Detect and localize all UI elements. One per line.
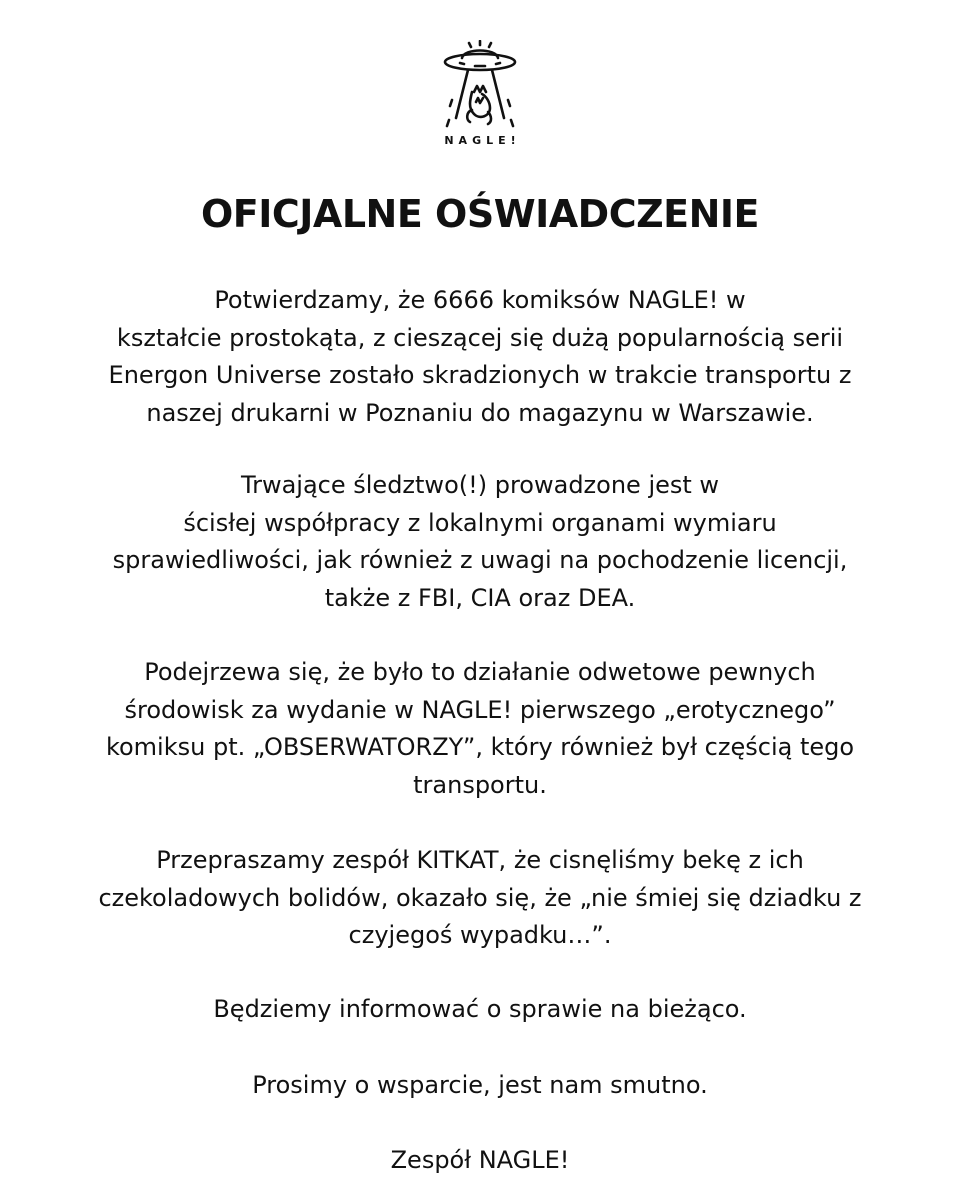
brand-wordmark: NAGLE! xyxy=(444,134,521,147)
page-title: OFICJALNE OŚWIADCZENIE xyxy=(200,192,760,236)
text-line: naszej drukarni w Poznaniu do magazynu w Warszawie. xyxy=(146,398,814,427)
text-line: czyjegoś wypadku…”. xyxy=(348,921,612,949)
signature xyxy=(30,1142,930,1180)
text-line: Przepraszamy zespół KITKAT, że cisnęliśmy bekę z ich xyxy=(156,846,804,874)
text-line: kształcie prostokąta, z cieszącej się dużą popularnością serii xyxy=(116,323,844,352)
text-line: środowisk za wydanie w NAGLE! pierwszego „erotycznego” xyxy=(124,695,836,724)
text-line: także z FBI, CIA oraz DEA. xyxy=(324,583,636,612)
text-line: Podejrzewa się, że było to działanie odwetowe pewnych xyxy=(144,658,816,686)
text-line: czekoladowych bolidów, okazało się, że „nie śmiej się dziadku z xyxy=(98,883,862,912)
text-line: Potwierdzamy, że 6666 komiksów NAGLE! w xyxy=(214,286,746,314)
text-line: Zespół NAGLE! xyxy=(390,1146,570,1174)
paragraph-support xyxy=(30,1067,930,1105)
text-line: ścisłej współpracy z lokalnymi organami wymiaru xyxy=(183,508,777,537)
paragraph-theft-confirmation xyxy=(30,282,930,432)
brand-logo xyxy=(430,40,530,152)
paragraph-investigation xyxy=(30,467,930,617)
text-line: transportu. xyxy=(413,770,547,799)
text-line: Trwające śledztwo(!) prowadzone jest w xyxy=(240,471,720,499)
paragraph-apology xyxy=(30,842,930,955)
text-line: Energon Universe zostało skradzionych w trakcie transportu z xyxy=(108,361,852,389)
text-line: sprawiedliwości, jak również z uwagi na pochodzenie licencji, xyxy=(112,546,848,574)
paragraph-suspicion xyxy=(30,654,930,804)
ufo-abduction-icon xyxy=(430,40,530,132)
text-line: Prosimy o wsparcie, jest nam smutno. xyxy=(252,1071,708,1099)
text-line: Będziemy informować o sprawie na bieżąco. xyxy=(213,995,747,1023)
text-line: komiksu pt. „OBSERWATORZY”, który również był częścią tego xyxy=(105,733,855,761)
paragraph-updates xyxy=(30,991,930,1029)
